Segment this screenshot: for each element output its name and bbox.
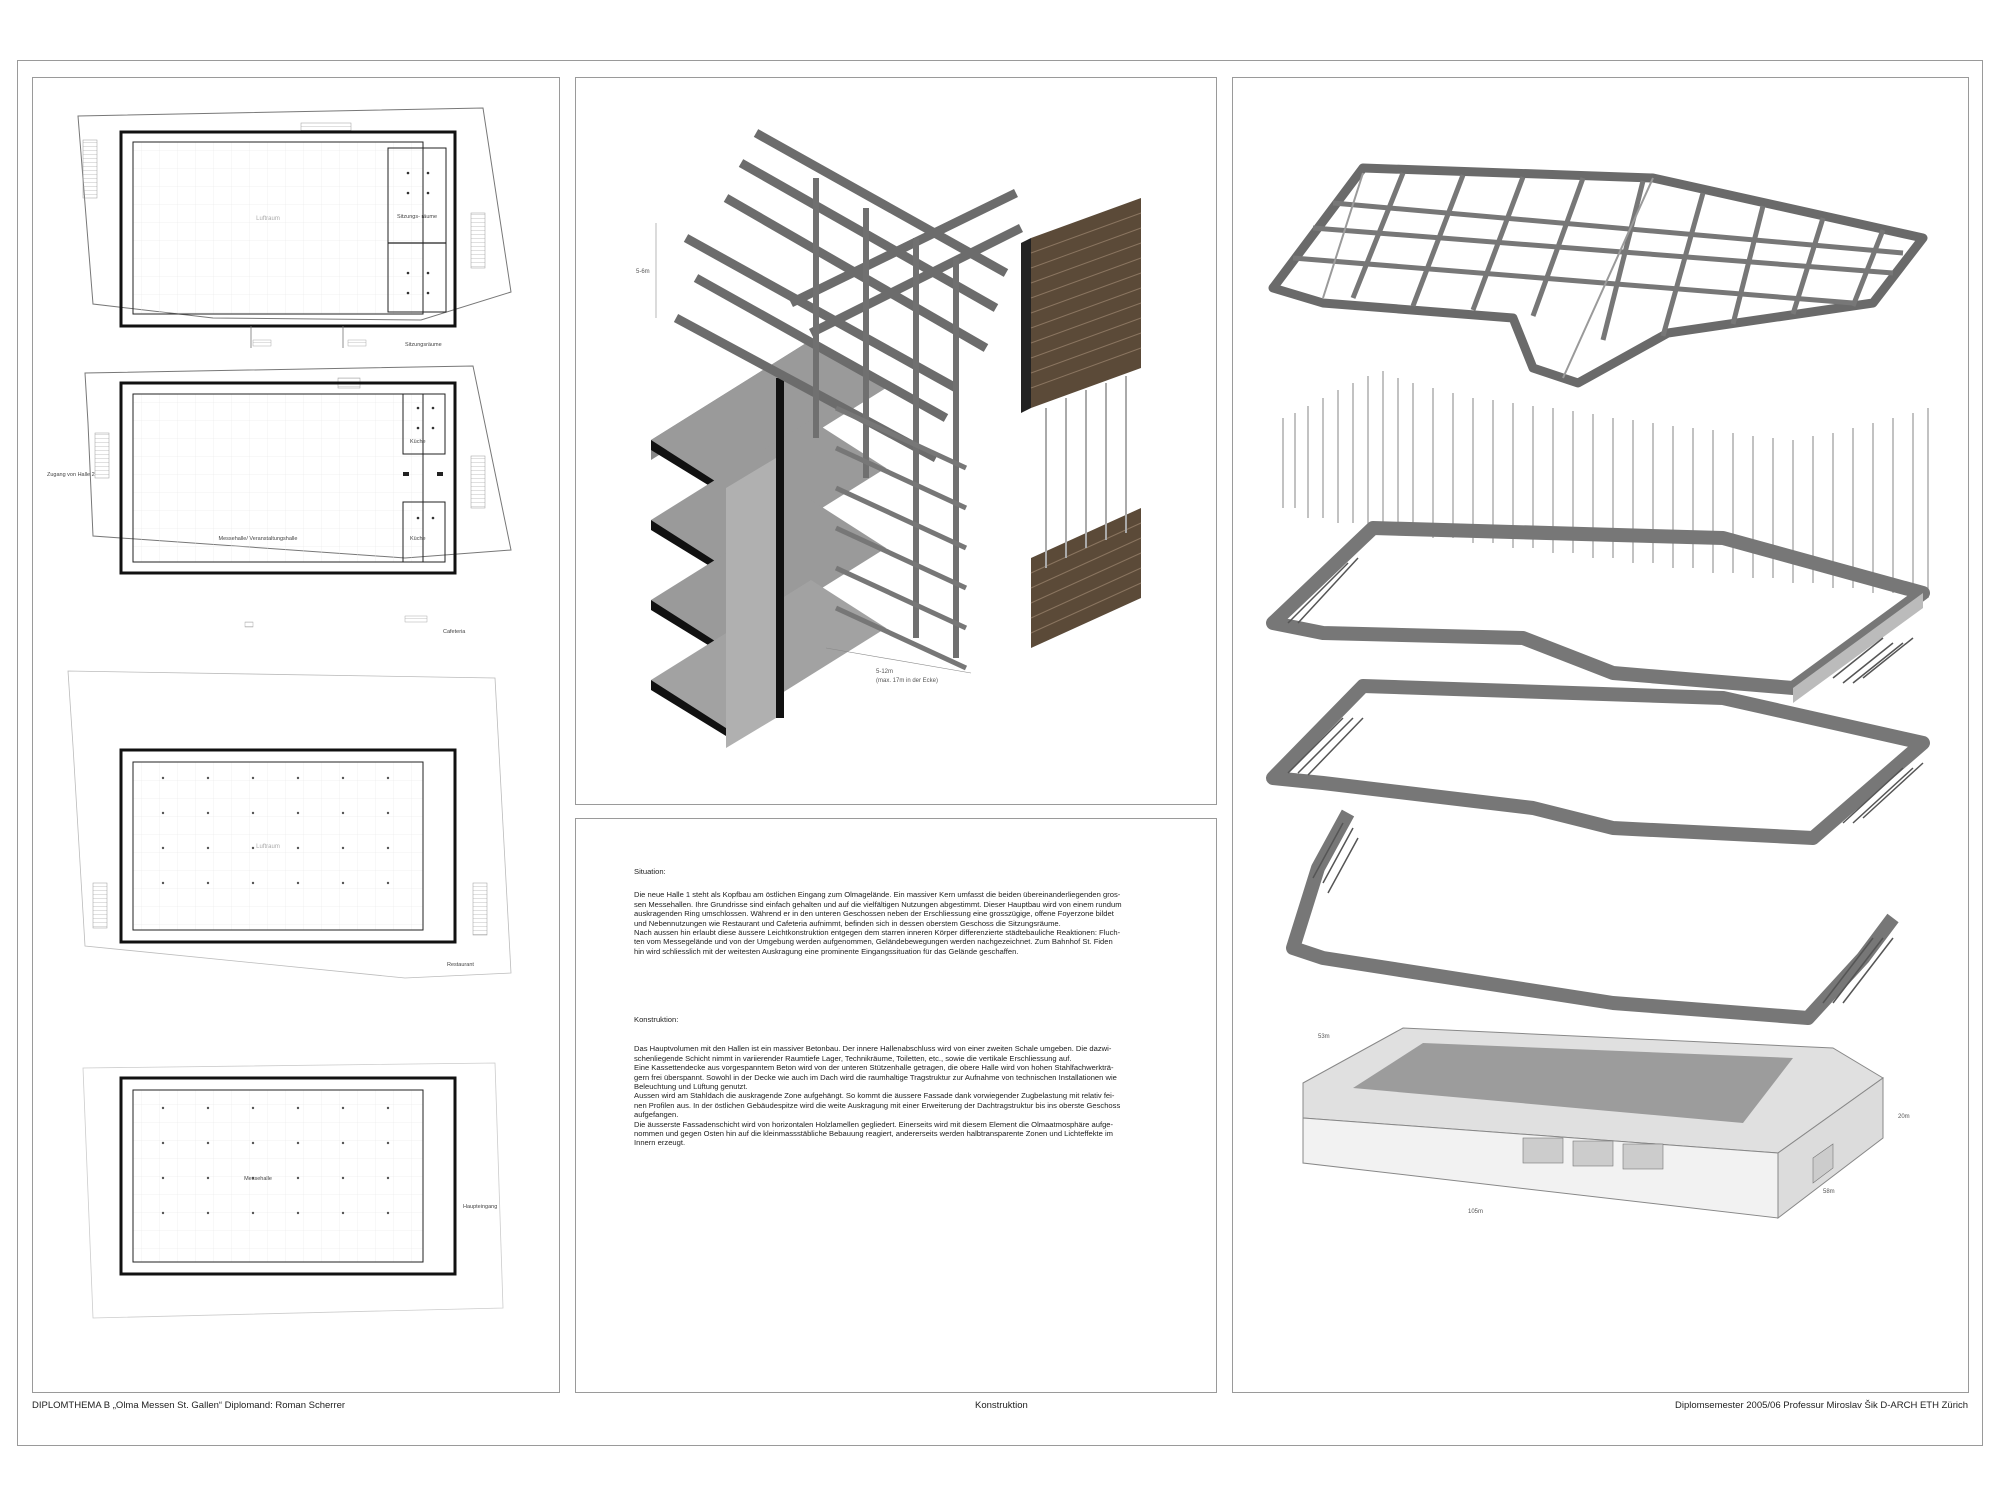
construction-line: aufgefangen. <box>634 1110 679 1120</box>
situation-line: auskragenden Ring umschlossen. Während er in den unteren Geschossen neben der Erschliessung eine grosszügige, offene Foyerzone bildet <box>634 909 1114 919</box>
footer-course-info: Diplomsemester 2005/06 Professur Miroslav Šik D-ARCH ETH Zürich <box>1675 1400 1968 1411</box>
roof-structure <box>1273 168 1923 383</box>
construction-line: Aussen wird am Stahldach die auskragende Zone aufgehängt. So kommt die äussere Fassade dank vorwiegender Zugbelastung mit relativ fei- <box>634 1091 1115 1101</box>
dim-height-label: 20m <box>1898 1114 1910 1120</box>
situation-line: hin wird schliesslich mit der weitesten Auskragung eine prominente Eingangssituation für das Gelände geschaffen. <box>634 946 1019 956</box>
exploded-axonometric-panel <box>1232 77 1969 1393</box>
situation-line: sen Messehallen. Ihre Grundrisse sind einfach gehalten und auf die vielfältigen Nutzungen abgestimmt. Dieser Hauptbau wird von einem rundum <box>634 899 1122 909</box>
situation-line: ten vom Messegelände und von der Umgebung werden aufgenommen, Geländebewegungen werden nachgezeichnet. Zum Bahnhof St. Fiden <box>634 937 1113 947</box>
construction-line: gern frei überspannt. Sowohl in der Decke wie auch im Dach wird die raumhaltige Tragstruktur zur Aufnahme von technischen Installationen wie <box>634 1072 1117 1082</box>
dim-width-label: 58m <box>1823 1189 1835 1195</box>
construction-line: nen Profilen aus. In der östlichen Gebäudespitze wird die weite Auskragung mit einer Erweiterung der Dachtragstruktur bis ins oberste Geschoss <box>634 1100 1121 1110</box>
construction-line: Beleuchtung und Lüftung genutzt. <box>634 1082 748 1092</box>
floor-plan-top <box>78 108 511 348</box>
ring-middle <box>1273 686 1923 838</box>
plan1-room-meeting: Sitzungs- räume <box>397 214 438 220</box>
dim-depth-label: 53m <box>1318 1034 1330 1040</box>
footer-sheet-title: Konstruktion <box>975 1400 1028 1411</box>
timber-facade <box>1021 198 1141 648</box>
situation-line: Die neue Halle 1 steht als Kopfbau am östlichen Eingang zum Olmagelände. Ein massiver Kern umfasst die beiden übereinanderliegenden gros- <box>634 890 1121 900</box>
plan4-room-main: Messehalle <box>244 1176 272 1182</box>
situation-line: Nach aussen hin erlaubt diese äussere Leichtkonstruktion entgegen dem starren inneren Körper differenzierte städtebauliche Reaktionen: Fluch- <box>634 928 1121 938</box>
construction-line: Das Hauptvolumen mit den Hallen ist ein massiver Betonbau. Der innere Hallenabschluss wird von einer zweiten Schale umgeben. Die dazwi- <box>634 1044 1112 1054</box>
construction-line: nommen und gegen Osten hin auf die kleinmassstäbliche Bebauung reagiert, andererseits werden halbtransparente Zonen und Lichteffekte im <box>634 1129 1113 1139</box>
construction-line: Die äusserste Fassadenschicht wird von horizontalen Holzlamellen gegliedert. Einerseits wird mit diesem Element die Olmaatmosphäre aufge- <box>634 1119 1114 1129</box>
plan2-room-main: Messehalle/ Veranstaltungshalle <box>218 536 298 542</box>
construction-section <box>634 1015 1164 1148</box>
exploded-axonometric-drawing <box>1233 78 1970 1394</box>
concrete-slabs <box>651 340 886 748</box>
construction-line: Innern erzeugt. <box>634 1138 686 1148</box>
plan2-kitchen-bottom: Küche <box>410 536 426 542</box>
construction-line: Eine Kassettendecke aus vorgespanntem Beton wird von der unteren Stützenhalle getragen, die obere Halle wird von hohen Stahlfachwerkträ- <box>634 1063 1114 1073</box>
plan2-kitchen-top: Küche <box>410 439 426 445</box>
dim-length-label: 105m <box>1468 1209 1484 1215</box>
floor-plan-third <box>68 671 511 978</box>
description-panel <box>575 818 1217 1393</box>
isometric-structure-drawing <box>576 78 1218 806</box>
construction-line: schenliegende Schicht nimmt in variierender Raumtiefe Lager, Technikräume, Toiletten, etc., sowie die vertikale Erschliessung auf. <box>634 1053 1072 1063</box>
plan4-entrance: Haupteingang <box>463 1204 498 1210</box>
concrete-core-volume <box>1303 1028 1883 1218</box>
plan3-restaurant: Restaurant <box>447 962 474 968</box>
footer-project-info: DIPLOMTHEMA B „Olma Messen St. Gallen“ Diplomand: Roman Scherrer <box>32 1400 346 1411</box>
situation-section <box>634 867 1164 956</box>
ring-upper <box>1273 528 1923 703</box>
plan1-room-main: Luftraum <box>256 216 280 222</box>
dim-span-note: (max. 17m in der Ecke) <box>876 678 939 684</box>
floor-plan-ground <box>83 1063 503 1318</box>
construction-heading: Konstruktion: <box>634 1015 679 1024</box>
plan3-room-main: Luftraum <box>256 844 280 850</box>
plan2-access: Zugang von Halle 2 <box>47 472 95 478</box>
dim-height-label: 5-6m <box>636 269 650 275</box>
isometric-section-panel <box>575 77 1217 805</box>
dim-span-label: 5-12m <box>876 669 894 675</box>
floor-plans-drawing <box>33 78 561 1394</box>
situation-heading: Situation: <box>634 867 666 876</box>
plan1-label-bottom: Sitzungsräume <box>405 342 442 348</box>
floor-plan-second <box>47 366 511 635</box>
situation-line: und Nebennutzungen wie Restaurant und Cafeteria aufnimmt, befinden sich in dessen oberstem Geschoss die Sitzungsräume. <box>634 918 1061 928</box>
floor-plans-panel <box>32 77 560 1393</box>
plan2-cafeteria: Cafeteria <box>443 629 466 635</box>
